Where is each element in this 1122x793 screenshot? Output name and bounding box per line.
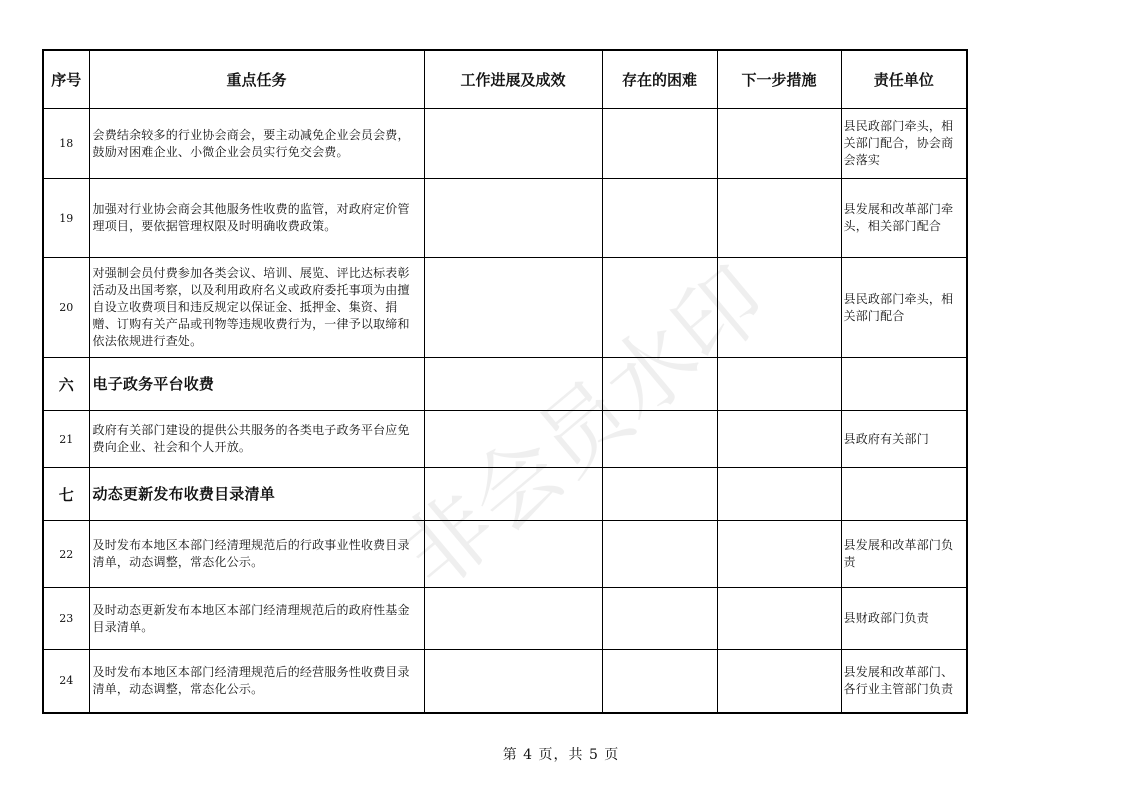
difficulty-cell [602,179,717,258]
task-cell: 及时发布本地区本部门经清理规范后的经营服务性收费目录清单，动态调整，常态化公示。 [89,650,424,713]
row-number: 20 [43,258,89,358]
section-row [43,358,967,411]
task-cell: 及时动态更新发布本地区本部门经清理规范后的政府性基金目录清单。 [89,588,424,650]
progress-cell [424,468,602,521]
next-step-cell [717,258,841,358]
row-number: 22 [43,521,89,588]
table-row [43,650,967,713]
next-step-cell [717,411,841,468]
table-row [43,588,967,650]
next-step-cell [717,650,841,713]
header-progress: 工作进展及成效 [424,50,602,109]
difficulty-cell [602,468,717,521]
row-number: 21 [43,411,89,468]
next-step-cell [717,358,841,411]
unit-cell: 县民政部门牵头，相关部门配合 [841,258,967,358]
progress-cell [424,258,602,358]
progress-cell [424,650,602,713]
header-difficulty: 存在的困难 [602,50,717,109]
next-step-cell [717,468,841,521]
next-step-cell [717,179,841,258]
task-cell: 会费结余较多的行业协会商会，要主动减免企业会员会费，鼓励对困难企业、小微企业会员实行免交会费。 [89,109,424,179]
table-row [43,411,967,468]
header-unit: 责任单位 [841,50,967,109]
section-row [43,468,967,521]
section-title: 电子政务平台收费 [89,358,424,411]
unit-cell: 县民政部门牵头，相关部门配合，协会商会落实 [841,109,967,179]
watermark: 非会员水印 [382,247,786,609]
progress-cell [424,109,602,179]
row-number: 24 [43,650,89,713]
table-row [43,521,967,588]
next-step-cell [717,109,841,179]
table-row [43,179,967,258]
difficulty-cell [602,358,717,411]
progress-cell [424,179,602,258]
difficulty-cell [602,588,717,650]
task-cell: 加强对行业协会商会其他服务性收费的监管，对政府定价管理项目，要依据管理权限及时明确收费政策。 [89,179,424,258]
table-row [43,109,967,179]
row-number: 18 [43,109,89,179]
unit-cell: 县政府有关部门 [841,411,967,468]
difficulty-cell [602,521,717,588]
header-seq: 序号 [43,50,89,109]
difficulty-cell [602,109,717,179]
row-number: 19 [43,179,89,258]
row-number: 23 [43,588,89,650]
unit-cell [841,358,967,411]
difficulty-cell [602,650,717,713]
unit-cell: 县发展和改革部门、各行业主管部门负责 [841,650,967,713]
header-next-step: 下一步措施 [717,50,841,109]
header-row [43,50,967,109]
unit-cell: 县发展和改革部门负责 [841,521,967,588]
task-table [42,49,968,714]
difficulty-cell [602,411,717,468]
page-footer: 第 4 页，共 5 页 [502,747,620,763]
progress-cell [424,358,602,411]
table-row [43,258,967,358]
section-number: 七 [43,468,89,521]
task-cell: 对强制会员付费参加各类会议、培训、展览、评比达标表彰活动及出国考察，以及利用政府名义或政府委托事项为由擅自设立收费项目和违反规定以保证金、抵押金、集资、捐赠、订购有关产品或刊物等违规收费行为，一律予以取缔和依法依规进行查处。 [89,258,424,358]
task-cell: 及时发布本地区本部门经清理规范后的行政事业性收费目录清单，动态调整，常态化公示。 [89,521,424,588]
section-title: 动态更新发布收费目录清单 [89,468,424,521]
progress-cell [424,588,602,650]
progress-cell [424,411,602,468]
progress-cell [424,521,602,588]
task-cell: 政府有关部门建设的提供公共服务的各类电子政务平台应免费向企业、社会和个人开放。 [89,411,424,468]
next-step-cell [717,588,841,650]
unit-cell [841,468,967,521]
section-number: 六 [43,358,89,411]
next-step-cell [717,521,841,588]
unit-cell: 县发展和改革部门牵头，相关部门配合 [841,179,967,258]
header-task: 重点任务 [89,50,424,109]
unit-cell: 县财政部门负责 [841,588,967,650]
difficulty-cell [602,258,717,358]
